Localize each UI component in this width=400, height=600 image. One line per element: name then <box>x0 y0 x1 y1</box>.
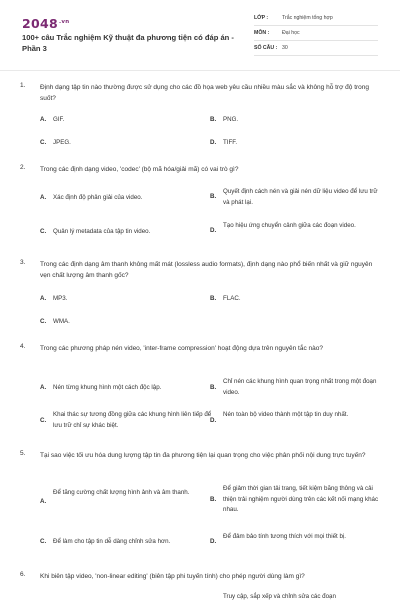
question-number: 5. <box>20 450 26 457</box>
option-text: Để tăng cường chất lượng hình ảnh và âm thanh. <box>53 489 190 496</box>
option-text: WMA. <box>53 318 70 325</box>
logo-text: 2048 <box>22 16 58 31</box>
document-header <box>0 0 400 66</box>
option-text: JPEG. <box>53 139 71 146</box>
question-text: Trong các phương pháp nén video, 'inter-frame compression' hoạt động dựa trên nguyên tắc nào? <box>40 345 323 352</box>
question-text: Định dạng tập tin nào thường được sử dụng cho các đồ họa web yêu cầu nhiều màu sắc và không hỗ trợ độ trong suốt? <box>40 84 370 102</box>
option-text: TIFF. <box>223 139 238 146</box>
meta-count-row <box>254 42 378 56</box>
meta-subject-row <box>254 27 378 41</box>
meta-count-label: SỐ CÂU : <box>254 45 278 51</box>
option-text: MP3. <box>53 295 68 302</box>
option-text: PNG. <box>223 116 239 123</box>
option-text: Truy cập, sắp xếp và chỉnh sửa các đoạn <box>223 593 336 600</box>
question-number: 2. <box>20 164 26 171</box>
option-letter: D. <box>210 227 217 234</box>
question-number: 1. <box>20 82 26 89</box>
option-text: FLAC. <box>223 295 241 302</box>
document-title: 100+ câu Trắc nghiệm Kỹ thuật đa phương tiện có đáp án - Phần 3 <box>22 33 234 53</box>
question-number: 4. <box>20 343 26 350</box>
option-text: GIF. <box>53 116 65 123</box>
meta-class-row <box>254 12 378 26</box>
option-letter: C. <box>40 417 47 424</box>
question-text: Trong các định dạng âm thanh không mất mát (lossless audio formats), định dạng nào phổ biến nhất và giữ nguyên vẹn chất lượng âm thanh gốc? <box>40 261 373 279</box>
option-letter: B. <box>210 384 217 391</box>
option-letter: B. <box>210 295 217 302</box>
option-letter: A. <box>40 498 47 505</box>
site-logo[interactable] <box>22 16 70 31</box>
option-text: Xác định độ phân giải của video. <box>53 194 143 201</box>
question-number: 3. <box>20 259 26 266</box>
question-number: 6. <box>20 571 26 578</box>
option-letter: B. <box>210 116 217 123</box>
question-text: Trong các định dạng video, 'codec' (bộ mã hóa/giải mã) có vai trò gì? <box>40 166 239 173</box>
option-text: Để làm cho tập tin dễ dàng chỉnh sửa hơn. <box>53 538 171 545</box>
option-text: Nén toàn bộ video thành một tập tin duy nhất. <box>223 411 349 418</box>
option-letter: D. <box>210 417 217 424</box>
option-text: Chỉ nén các khung hình quan trọng nhất trong một đoạn video. <box>223 378 377 396</box>
option-letter: A. <box>40 384 47 391</box>
meta-class-value: Trắc nghiệm tổng hợp <box>282 15 333 21</box>
question-text: Khi biên tập video, 'non-linear editing' (biên tập phi tuyến tính) cho phép người dùng làm gì? <box>40 573 305 580</box>
option-letter: C. <box>40 139 47 146</box>
option-letter: D. <box>210 538 217 545</box>
option-letter: C. <box>40 538 47 545</box>
question-text: Tại sao việc tối ưu hóa dung lượng tập tin đa phương tiện lại quan trọng cho việc phân phối nội dung trực tuyến? <box>40 452 366 459</box>
option-text: Khai thác sự tương đồng giữa các khung hình liên tiếp để lưu trữ chỉ sự khác biệt. <box>53 411 212 429</box>
meta-count-value: 30 <box>282 45 288 51</box>
option-text: Nén từng khung hình một cách độc lập. <box>53 384 162 391</box>
option-letter: A. <box>40 194 47 201</box>
option-letter: C. <box>40 228 47 235</box>
option-text: Để giảm thời gian tải trang, tiết kiệm băng thông và cải thiện trải nghiệm người dùng trên các kết nối mạng khác nhau. <box>223 485 379 513</box>
option-text: Quản lý metadata của tập tin video. <box>53 228 151 235</box>
option-letter: D. <box>210 139 217 146</box>
meta-subject-label: MÔN : <box>254 30 270 36</box>
logo-suffix: .vn <box>59 18 70 25</box>
meta-class-label: LỚP : <box>254 15 269 21</box>
option-letter: B. <box>210 496 217 503</box>
header-divider <box>0 70 400 71</box>
option-text: Tạo hiệu ứng chuyển cảnh giữa các đoạn video. <box>223 222 356 229</box>
option-text: Để đảm bảo tính tương thích với mọi thiết bị. <box>223 533 347 540</box>
option-letter: B. <box>210 193 217 200</box>
option-letter: A. <box>40 295 47 302</box>
option-letter: A. <box>40 116 47 123</box>
meta-subject-value: Đại học <box>282 30 300 36</box>
option-letter: C. <box>40 318 47 325</box>
option-text: Quyết định cách nén và giải nén dữ liệu video để lưu trữ và phát lại. <box>223 188 378 206</box>
